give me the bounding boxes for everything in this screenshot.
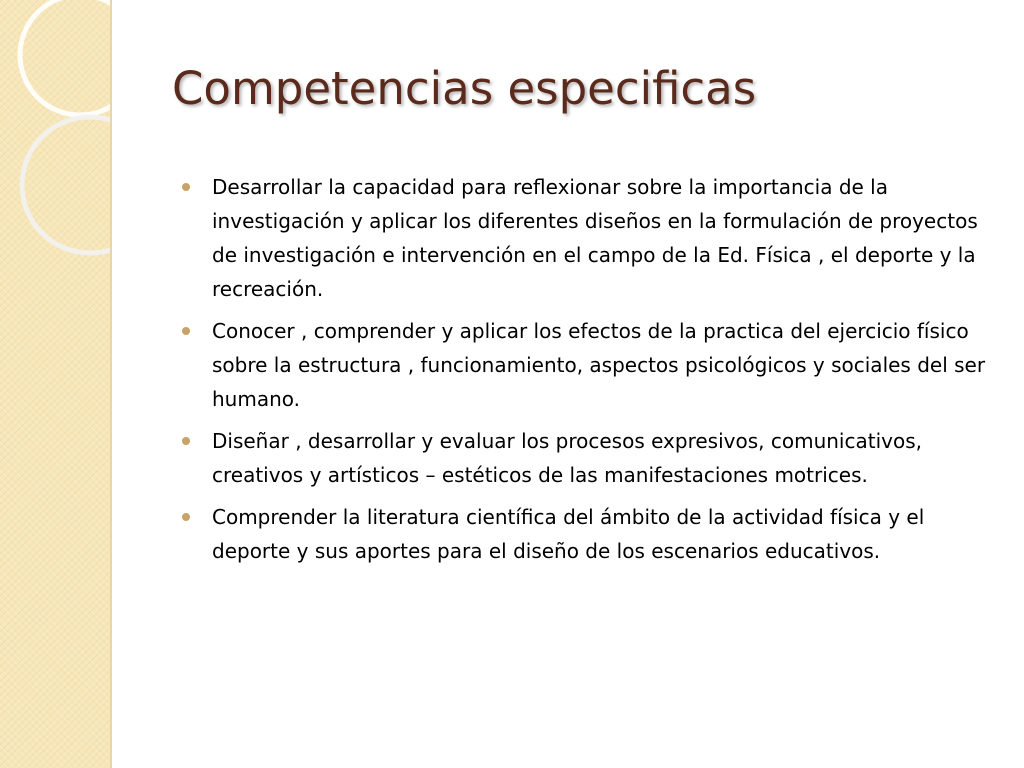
bullet-dot-icon — [182, 327, 190, 335]
bullet-dot-icon — [182, 437, 190, 445]
bullet-text: Conocer , comprender y aplicar los efectos de la practica del ejercicio físico sobre la estructura , funcionamiento, aspectos psicológicos y sociales del ser humano. — [212, 319, 986, 411]
bullet-item — [212, 500, 1002, 568]
bullet-list — [212, 170, 1002, 576]
bullet-item — [212, 314, 1002, 416]
bullet-item — [212, 424, 1002, 492]
decorative-circle-lower — [22, 117, 112, 253]
decorative-side-strip — [0, 0, 112, 768]
bullet-text: Desarrollar la capacidad para reflexionar sobre la importancia de la investigación y aplicar los diferentes diseños en la formulación de proyectos de investigación e intervención en el campo de la Ed. Física , el deporte y la recreación. — [212, 175, 978, 301]
decorative-circle-upper — [20, 0, 112, 115]
bullet-dot-icon — [182, 513, 190, 521]
decorative-circles-graphic — [0, 0, 112, 768]
slide-title: Competencias especificas — [172, 62, 757, 115]
bullet-text: Comprender la literatura científica del ámbito de la actividad física y el deporte y sus aportes para el diseño de los escenarios educativos. — [212, 505, 925, 563]
bullet-item — [212, 170, 1002, 306]
bullet-text: Diseñar , desarrollar y evaluar los procesos expresivos, comunicativos, creativos y artísticos – estéticos de las manifestaciones motrices. — [212, 429, 922, 487]
bullet-dot-icon — [182, 183, 190, 191]
